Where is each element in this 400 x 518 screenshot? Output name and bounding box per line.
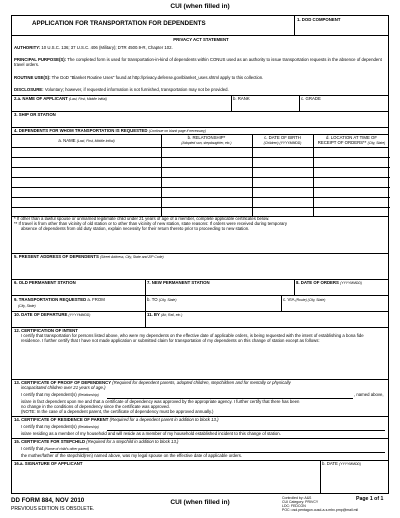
field-13-text: 13. CERTIFICATE OF PROOF OF DEPENDENCY xyxy=(14,380,112,385)
field-13-hint-2: incapacitated children over 21 years of age.) xyxy=(21,385,106,390)
col-a-text: a. NAME xyxy=(58,138,76,143)
note-3: absence of dependents from old duty station, explain necessity for their return thereto prior to proceeding to new station. xyxy=(21,226,250,231)
previous-edition: PREVIOUS EDITION IS OBSOLETE. xyxy=(11,506,95,512)
field-15-hint: (Required for a stepchild in addition to block 13.) xyxy=(86,439,179,444)
field-4-hint: (Continue on blank page if necessary) xyxy=(148,129,206,133)
travel-reasons-input[interactable] xyxy=(13,232,389,252)
col-d-text: RECEIPT OF ORDERS** xyxy=(317,140,367,145)
cui-category: CUI Category: PRIVCY xyxy=(282,500,319,504)
other-parent-input[interactable] xyxy=(50,445,385,452)
field-15-line-1-text: I certify that xyxy=(21,446,44,451)
field-4-text: 4. DEPENDENTS FOR WHOM TRANSPORTATION IS REQUESTED xyxy=(14,128,148,133)
departure-date-input[interactable] xyxy=(13,318,144,326)
field-8-hint: (YYYYMMDD) xyxy=(340,281,362,285)
field-13-line-4: (NOTE: In the case of a dependent parent, the certificate of dependency must be approved annually.) xyxy=(21,409,214,414)
field-9a-hint: (City, State) xyxy=(18,304,36,308)
purpose-label: PRINCIPAL PURPOSE(S): xyxy=(14,57,67,62)
field-3-label: 3. SHIP OR STATION xyxy=(14,112,56,117)
col-d-header: d. LOCATION AT TIME OF xyxy=(325,135,377,140)
field-13-named: , named above, xyxy=(354,392,384,397)
poc: POC: osd.pentagon.ousd-a-s.mbx.pmp@mail.mil xyxy=(282,508,359,512)
authority-label: AUTHORITY: xyxy=(14,45,41,50)
field-2a-hint: (Last, First, Middle Initial) xyxy=(69,97,107,101)
col-d-hint: (City, State) xyxy=(367,141,386,145)
field-13-line-1 xyxy=(21,392,99,398)
dod-component-label: 1. DOD COMPONENT xyxy=(297,17,341,22)
dd-form-884 xyxy=(11,15,389,494)
residence-relationship-input[interactable] xyxy=(107,423,385,430)
dependents-input-area[interactable] xyxy=(12,147,390,216)
field-16a-label: 16.a. SIGNATURE OF APPLICANT xyxy=(14,461,83,466)
old-station-input[interactable] xyxy=(13,286,144,294)
rank-input[interactable] xyxy=(232,101,298,110)
divider xyxy=(12,111,388,112)
cui-header: CUI (when filled in) xyxy=(170,3,230,10)
field-6-label: 6. OLD PERMANENT STATION xyxy=(14,280,76,285)
controlled-by: Controlled by: A&S xyxy=(282,496,312,500)
field-10-text: 10. DATE OF DEPARTURE xyxy=(14,312,68,317)
dependents-table xyxy=(12,147,390,216)
dod-component-input[interactable] xyxy=(295,22,389,35)
field-9b-text: b. TO xyxy=(147,297,158,302)
signature-date-input[interactable] xyxy=(321,467,389,493)
col-b-hint: (Adopted son, stepdaughter, etc.) xyxy=(181,141,232,145)
field-16b-text: b. DATE xyxy=(322,461,338,466)
from-input[interactable] xyxy=(13,303,144,310)
field-9-text: 9. TRANSPORTATION REQUESTED xyxy=(14,297,87,302)
field-14-line-1-text: I certify that my dependent(s) xyxy=(21,424,77,429)
disclosure-text: Voluntary; however, if requested information is not furnished, transportation may not be provided. xyxy=(44,87,229,92)
col-a-hint: (Last, First, Middle Initial) xyxy=(76,139,115,143)
field-15-line-1-hint: (Name of child's other parent) xyxy=(44,447,89,451)
col-b-header: b. RELATIONSHIP* xyxy=(187,135,226,140)
field-13-line-3: no change in the conditions of dependency since the certificate was approved. xyxy=(21,404,170,409)
field-5-text: 5. PRESENT ADDRESS OF DEPENDENTS xyxy=(14,254,99,259)
col-a-header xyxy=(12,138,161,144)
field-9a-text: a. FROM xyxy=(87,297,105,302)
field-9c-text: c. VIA xyxy=(283,297,295,302)
field-14-label xyxy=(14,417,219,422)
form-id: DD FORM 884, NOV 2010 xyxy=(11,497,85,504)
date-orders-input[interactable] xyxy=(295,286,389,294)
disclosure-line xyxy=(14,87,229,92)
field-9c-hint: (Route) (City, State) xyxy=(295,298,326,302)
field-14-text: 14. CERTIFICATE OF RESIDENCE OF PARENT xyxy=(14,417,109,422)
field-2c-label: c. GRADE xyxy=(301,96,321,101)
applicant-name-input[interactable] xyxy=(13,101,230,110)
travel-mode-input[interactable] xyxy=(146,318,389,326)
cui-footer: CUI (when filled in) xyxy=(170,499,230,506)
certification-exceptions-input[interactable] xyxy=(13,350,389,378)
divider xyxy=(12,295,388,296)
field-15-line-2: the mother/father of the stepchild(ren) named above, was my legal spouse on the effective date of applicable orders. xyxy=(21,453,243,458)
field-9b-hint: (City, State) xyxy=(158,298,177,302)
field-13-line-1-hint: (Relationship) xyxy=(77,393,99,397)
to-input[interactable] xyxy=(146,303,280,310)
present-address-input[interactable] xyxy=(13,260,389,279)
field-15-label xyxy=(14,439,178,444)
field-13-line-2: is/are in fact dependent upon me and that a certificate of dependency was approved by the appropriate agency. I further certify that there has been xyxy=(21,399,300,404)
signature-input[interactable] xyxy=(13,467,319,493)
field-2a-text: 2.a. NAME OF APPLICANT xyxy=(14,96,68,101)
field-7-label: 7. NEW PERMANENT STATION xyxy=(147,280,210,285)
ldc: LDC: FEDCON xyxy=(282,504,306,508)
field-10-hint: (YYYYMMDD) xyxy=(68,313,91,317)
field-15-text: 15. CERTIFICATE FOR STEPCHILD xyxy=(14,439,86,444)
via-input[interactable] xyxy=(282,303,389,310)
disclosure-label: DISCLOSURE: xyxy=(14,87,44,92)
field-12-label: 12. CERTIFICATION OF INTENT xyxy=(14,328,78,333)
authority-text: 10 U.S.C. 136; 37 U.S.C. 406 (Military); DTR 4500.9-R, Chapter 102. xyxy=(41,45,173,50)
field-14-line-2: is/are residing as a member of my household and will reside as a member of my household established incident to this change of station. xyxy=(21,431,281,436)
routine-label: ROUTINE USE(S): xyxy=(14,75,51,80)
field-9-label xyxy=(14,297,105,302)
ship-station-input[interactable] xyxy=(13,118,389,127)
routine-line xyxy=(14,75,263,80)
field-14-hint: (Required for a dependent parent in addition to block 13.) xyxy=(109,417,219,422)
field-11-hint: (Air, Rail, etc.) xyxy=(161,313,183,317)
note-2: ** If travel is from other than vicinity of old station or to other than vicinity of new station, state reasons: If orders were received during temporary xyxy=(14,221,287,226)
col-c-hint: (Children) (YYYYMMDD) xyxy=(263,141,302,145)
field-11-text: 11. BY xyxy=(147,312,160,317)
field-14-line-1 xyxy=(21,424,99,430)
note-1: * If other than a lawful spouse or unmarried legitimate child under 21 years of age of a member, complete applicable certificates below. xyxy=(14,216,270,221)
field-14-line-1-hint: (Relationship) xyxy=(77,425,99,429)
grade-input[interactable] xyxy=(300,101,388,110)
privacy-heading: PRIVACY ACT STATEMENT xyxy=(173,37,229,42)
page-number: Page 1 of 1 xyxy=(356,496,384,502)
field-16b-hint: (YYYYMMDD) xyxy=(339,462,361,466)
col-d-header-2 xyxy=(313,140,390,146)
field-2b-label: b. RANK xyxy=(233,96,250,101)
field-13-line-1-text: I certify that my dependent(s) xyxy=(21,392,77,397)
form-title: APPLICATION FOR TRANSPORTATION FOR DEPENDENTS xyxy=(32,20,206,27)
divider xyxy=(12,35,388,36)
routine-text: The DoD "Blanket Routine Uses" found at http://privacy.defense.gov/blanket_uses.shtml apply to this collection. xyxy=(51,75,264,80)
new-station-input[interactable] xyxy=(146,286,292,294)
field-5-hint: (Street Address, City, State and ZIP Code) xyxy=(100,255,164,259)
field-8-text: 8. DATE OF ORDERS xyxy=(296,280,339,285)
authority-line xyxy=(14,45,173,50)
field-13-hint: (Required for dependent parents, adopted children, stepchildren and for mentally or physically xyxy=(112,380,291,385)
dependency-relationship-input[interactable] xyxy=(107,391,353,398)
purpose-line xyxy=(14,57,388,67)
col-c-header: c. DATE OF BIRTH xyxy=(264,135,301,140)
purpose-text: The completed form is used for transportation-in-kind of dependents within CONUS used as an authority to issue transportation requests in the absence of dependent travel orders. xyxy=(14,57,382,68)
field-12-text: I certify that transportation for persons listed above, who were my dependents on the effective date of applicable orders, is being requested with the intent of establishing a bona fide residence. I further certify that I have not made application or submitted claim for transportation of my dependents on this change of station except as follows: xyxy=(21,333,364,344)
